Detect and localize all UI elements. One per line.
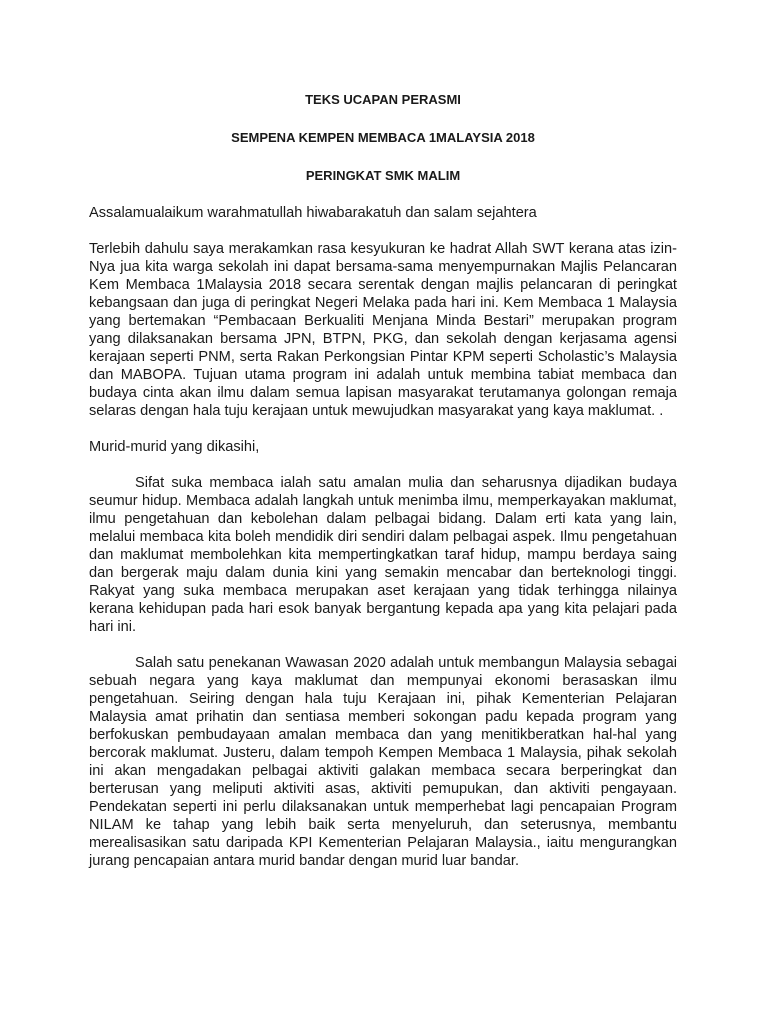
document-level-title: PERINGKAT SMK MALIM [305, 168, 461, 183]
paragraph-vision-2020: Salah satu penekanan Wawasan 2020 adalah untuk membangun Malaysia sebagai sebuah negara yang kaya maklumat dan mempunyai ekonomi berasaskan ilmu pengetahuan. Seiring dengan hala tuju Kerajaan ini, pihak Kementerian Pelajaran Malaysia amat prihatin dan sentiasa memberi sokongan padu kepada program yang berfokuskan pembudayaan amalan membaca dan yang menitikberatkan hal-hal yang bercorak maklumat. Justeru, dalam tempoh Kempen Membaca 1 Malaysia, pihak sekolah ini akan mengadakan pelbagai aktiviti galakan membaca secara berperingkat dan berterusan yang meliputi aktiviti asas, aktiviti pemupukan, dan aktiviti pengayaan. Pendekatan seperti ini perlu dilaksanakan untuk memperhebat lagi pencapaian Program NILAM ke tahap yang lebih baik serta menyeluruh, dan seterusnya, membantu merealisasikan satu daripada KPI Kementerian Pelajaran Malaysia., iaitu mengurangkan jurang pencapaian antara murid bandar dengan murid luar bandar. [89, 655, 677, 869]
document-subtitle: SEMPENA KEMPEN MEMBACA 1MALAYSIA 2018 [231, 130, 535, 145]
greeting-text: Assalamualaikum warahmatullah hiwabarakatuh dan salam sejahtera [89, 205, 537, 221]
paragraph-intro: Terlebih dahulu saya merakamkan rasa kesyukuran ke hadrat Allah SWT kerana atas izin-Nya jua kita warga sekolah ini dapat bersama-sama menyempurnakan Majlis Pelancaran Kem Membaca 1Malaysia 2018 secara serentak dengan majlis pelancaran di peringkat kebangsaan dan juga di peringkat Negeri Melaka pada hari ini. Kem Membaca 1 Malaysia yang bertemakan “Pembacaan Berkualiti Menjana Minda Bestari” merupakan program yang dilaksanakan bersama JPN, BTPN, PKG, dan sekolah dengan kerjasama agensi kerajaan seperti PNM, serta Rakan Perkongsian Pintar KPM seperti Scholastic’s Malaysia dan MABOPA. Tujuan utama program ini adalah untuk membina tabiat membaca dan budaya cinta akan ilmu dalam semua lapisan masyarakat terutamanya golongan remaja selaras dengan hala tuju kerajaan untuk mewujudkan masyarakat yang kaya maklumat. . [89, 241, 677, 419]
document-page [89, 92, 677, 870]
audience-address: Murid-murid yang dikasihi, [89, 439, 260, 455]
paragraph-reading-habit: Sifat suka membaca ialah satu amalan mulia dan seharusnya dijadikan budaya seumur hidup. Membaca adalah langkah untuk menimba ilmu, memperkayakan maklumat, ilmu pengetahuan dan kebolehan dalam pelbagai bidang. Dalam erti kata yang lain, melalui membaca kita boleh mendidik diri sendiri dalam pelbagai aspek. Ilmu pengetahuan dan maklumat membolehkan kita mempertingkatkan taraf hidup, mampu berdaya saing dan bergerak maju dalam dunia kini yang semakin mencabar dan berteknologi tinggi. Rakyat yang suka membaca merupakan aset kerajaan yang tidak terhingga nilainya kerana kehidupan pada hari esok banyak bergantung kepada apa yang kita pelajari pada hari ini. [89, 475, 677, 635]
document-title: TEKS UCAPAN PERASMI [305, 92, 461, 107]
